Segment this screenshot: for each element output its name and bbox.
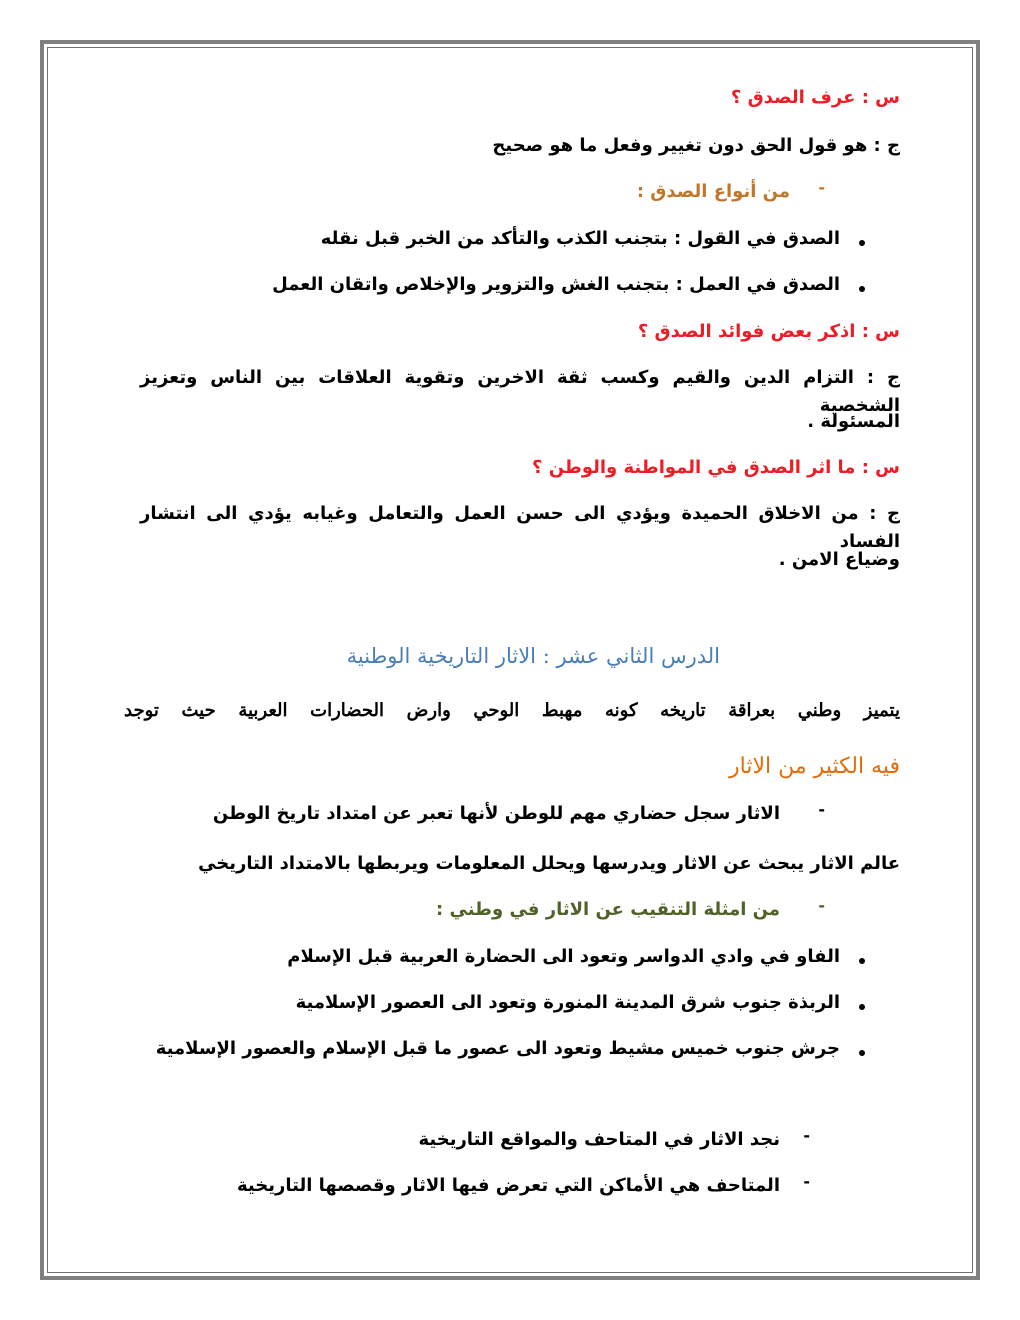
answer-benefits-line1: ج : التزام الدين والقيم وكسب ثقة الاخرين وتقوية العلاقات بين الناس وتعزيز الشخصية xyxy=(140,367,900,416)
list-item: الصدق في القول : بتجنب الكذب والتأكد من الخبر قبل نقله xyxy=(320,228,840,249)
heading-excavation-examples: من امثلة التنقيب عن الاثار في وطني : xyxy=(436,899,780,920)
list-item: الفاو في وادي الدواسر وتعود الى الحضارة العربية قبل الإسلام xyxy=(287,946,840,967)
question-impact-on-citizenship: س : ما اثر الصدق في المواطنة والوطن ؟ xyxy=(531,457,900,478)
lesson-title: الدرس الثاني عشر : الاثار التاريخية الوطنية xyxy=(346,644,720,668)
answer-impact-line2: وضياع الامن . xyxy=(778,549,900,570)
list-item: جرش جنوب خميس مشيط وتعود الى عصور ما قبل الإسلام والعصور الإسلامية xyxy=(155,1038,840,1059)
heading-types-of-honesty: من أنواع الصدق : xyxy=(636,181,790,202)
question-define-honesty: س : عرف الصدق ؟ xyxy=(730,87,900,108)
bullet-icon xyxy=(859,958,865,964)
dash-marker: - xyxy=(803,1172,810,1191)
lesson-point-1: الاثار سجل حضاري مهم للوطن لأنها تعبر عن امتداد تاريخ الوطن xyxy=(212,803,780,824)
question-benefits-of-honesty: س : اذكر بعض فوائد الصدق ؟ xyxy=(637,321,900,342)
museum-point-1: نجد الاثار في المتاحف والمواقع التاريخية xyxy=(418,1129,780,1150)
answer-define-honesty: ج : هو قول الحق دون تغيير وفعل ما هو صحيح xyxy=(492,135,900,156)
list-item: الربذة جنوب شرق المدينة المنورة وتعود الى العصور الإسلامية xyxy=(295,992,840,1013)
dash-marker: - xyxy=(818,800,825,819)
lesson-point-2: عالم الاثار يبحث عن الاثار ويدرسها ويحلل المعلومات ويربطها بالامتداد التاريخي xyxy=(198,853,900,874)
answer-impact-line1: ج : من الاخلاق الحميدة ويؤدي الى حسن العمل والتعامل وغيابه يؤدي الى انتشار الفساد xyxy=(140,503,900,552)
bullet-icon xyxy=(859,286,865,292)
museum-point-2: المتاحف هي الأماكن التي تعرض فيها الاثار وقصصها التاريخية xyxy=(236,1175,780,1196)
dash-marker: - xyxy=(818,896,825,915)
bullet-icon xyxy=(859,1004,865,1010)
dash-marker: - xyxy=(818,178,825,197)
bullet-icon xyxy=(859,240,865,246)
bullet-icon xyxy=(859,1050,865,1056)
list-item: الصدق في العمل : بتجنب الغش والتزوير والإخلاص واتقان العمل xyxy=(272,274,840,295)
lesson-intro-line2: فيه الكثير من الاثار xyxy=(729,754,900,779)
lesson-intro-line1: يتميز وطني بعراقة تاريخه كونه مهبط الوحي وارض الحضارات العربية حيث توجد xyxy=(124,700,900,721)
answer-benefits-line2: المسئولة . xyxy=(807,411,900,432)
dash-marker: - xyxy=(803,1126,810,1145)
